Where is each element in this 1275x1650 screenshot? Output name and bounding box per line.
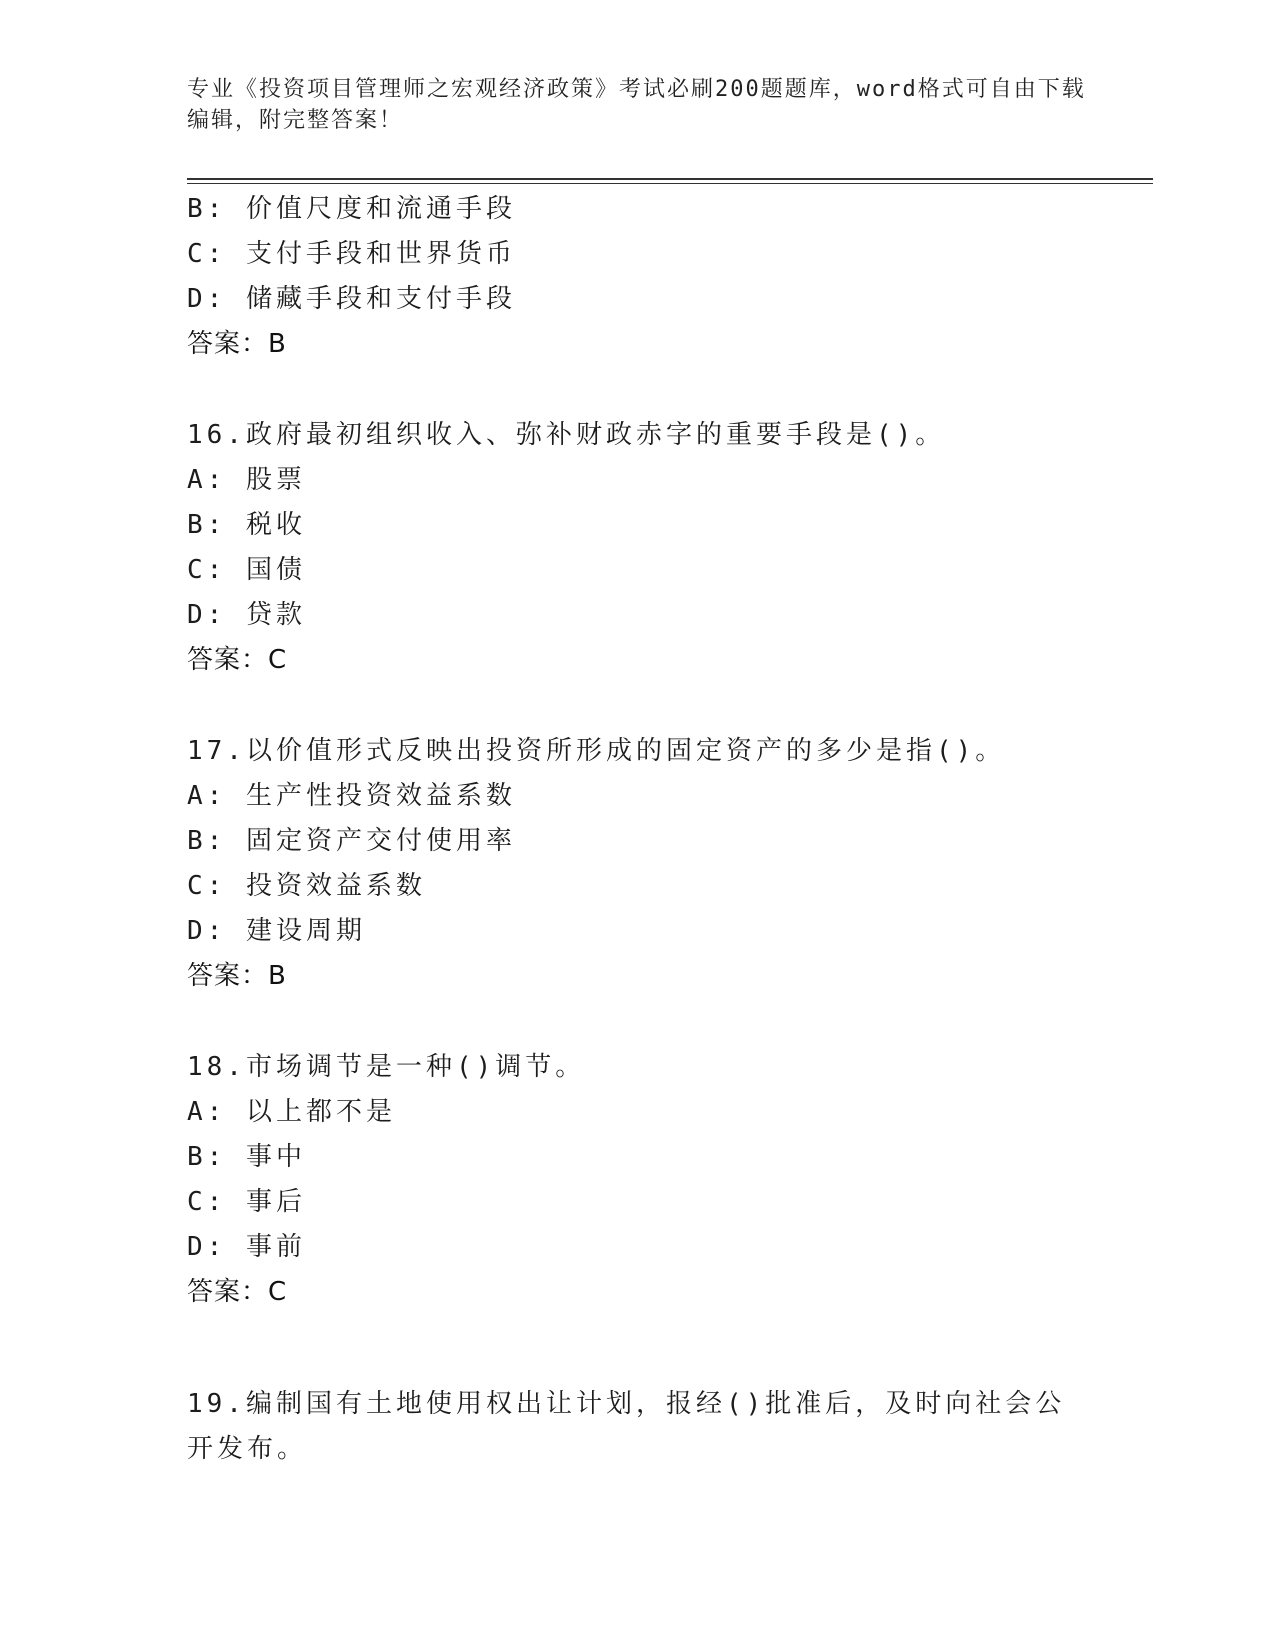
q17-option-c: C: 投资效益系数: [187, 871, 426, 901]
q16-option-a: A: 股票: [187, 465, 306, 495]
q18-answer: 答案：C: [187, 1277, 288, 1307]
q16-option-d: D: 贷款: [187, 600, 306, 630]
header-divider-thin: [187, 183, 1153, 184]
q18-option-b: B: 事中: [187, 1142, 306, 1172]
q15-option-d: D: 储藏手段和支付手段: [187, 284, 516, 314]
q16-answer: 答案：C: [187, 645, 288, 675]
q17-answer: 答案：B: [187, 961, 287, 991]
q17-option-d: D: 建设周期: [187, 916, 366, 946]
q17-option-b: B: 固定资产交付使用率: [187, 826, 516, 856]
q15-answer: 答案：B: [187, 329, 287, 359]
q18-option-d: D: 事前: [187, 1232, 306, 1262]
q15-option-b: B: 价值尺度和流通手段: [187, 194, 516, 224]
q19-question: 19.编制国有土地使用权出让计划，报经()批准后，及时向社会公开发布。: [187, 1389, 1066, 1464]
q18-option-a: A: 以上都不是: [187, 1097, 396, 1127]
q16-option-b: B: 税收: [187, 510, 306, 540]
header-divider: [187, 178, 1153, 180]
q17-option-a: A: 生产性投资效益系数: [187, 781, 516, 811]
q16-option-c: C: 国债: [187, 555, 306, 585]
q18-question: 18.市场调节是一种()调节。: [187, 1052, 586, 1082]
document-header: 专业《投资项目管理师之宏观经济政策》考试必刷200题题库，word格式可自由下载编辑，附完整答案！: [187, 77, 1086, 133]
q18-option-c: C: 事后: [187, 1187, 306, 1217]
q16-question: 16.政府最初组织收入、弥补财政赤字的重要手段是()。: [187, 420, 946, 450]
q15-option-c: C: 支付手段和世界货币: [187, 239, 516, 269]
q17-question: 17.以价值形式反映出投资所形成的固定资产的多少是指()。: [187, 736, 1006, 766]
